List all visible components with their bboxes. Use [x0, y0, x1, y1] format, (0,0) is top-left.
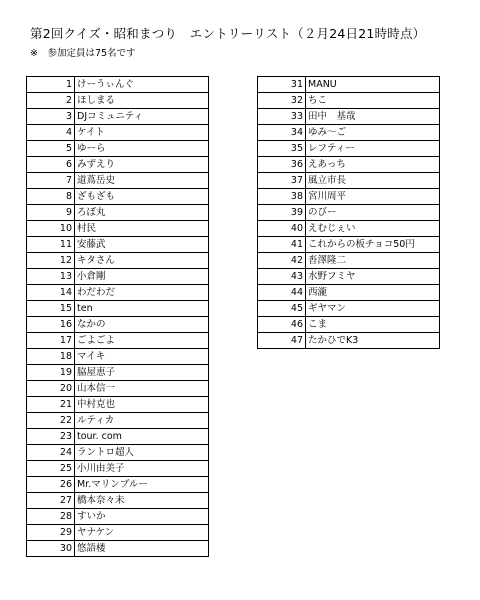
entry-number: 9: [27, 205, 75, 221]
entry-name: わだわだ: [75, 285, 209, 301]
capacity-note: ※ 参加定員は75名です: [30, 48, 136, 59]
entry-number: 39: [258, 205, 306, 221]
entry-name: ゆーら: [75, 141, 209, 157]
entry-name: 悠語楼: [75, 541, 209, 557]
table-row: [27, 157, 209, 173]
entry-name: ほしまる: [75, 93, 209, 109]
entry-name: ちこ: [306, 93, 440, 109]
table-row: [258, 125, 440, 141]
entry-name: 田中 基哉: [306, 109, 440, 125]
entry-name: 小倉剛: [75, 269, 209, 285]
entry-name: 橋本奈々未: [75, 493, 209, 509]
table-row: [27, 445, 209, 461]
table-row: [258, 333, 440, 349]
page-title: 第2回クイズ・昭和まつり エントリーリスト（２月24日21時時点）: [30, 26, 426, 41]
entry-number: 43: [258, 269, 306, 285]
table-row: [27, 93, 209, 109]
entry-name: 小川由美子: [75, 461, 209, 477]
entry-name: 風立市長: [306, 173, 440, 189]
table-row: [27, 269, 209, 285]
table-row: [258, 93, 440, 109]
entry-number: 36: [258, 157, 306, 173]
entry-number: 13: [27, 269, 75, 285]
table-row: [27, 125, 209, 141]
entry-number: 10: [27, 221, 75, 237]
table-row: [27, 461, 209, 477]
entry-number: 45: [258, 301, 306, 317]
entry-number: 37: [258, 173, 306, 189]
table-row: [27, 173, 209, 189]
table-row: [258, 237, 440, 253]
entry-number: 6: [27, 157, 75, 173]
table-row: [258, 301, 440, 317]
table-row: [27, 221, 209, 237]
entry-number: 1: [27, 77, 75, 93]
entry-number: 30: [27, 541, 75, 557]
entry-number: 20: [27, 381, 75, 397]
table-row: [27, 525, 209, 541]
entry-name: ギヤマン: [306, 301, 440, 317]
entry-name: レフティー: [306, 141, 440, 157]
entry-number: 19: [27, 365, 75, 381]
entry-name: 村民: [75, 221, 209, 237]
entry-name: 西瀧: [306, 285, 440, 301]
entry-name: 宮川周平: [306, 189, 440, 205]
table-row: [27, 509, 209, 525]
entry-name: 中村克也: [75, 397, 209, 413]
table-row: [258, 285, 440, 301]
table-row: [258, 109, 440, 125]
entry-name: ごよごよ: [75, 333, 209, 349]
entry-number: 46: [258, 317, 306, 333]
entry-number: 17: [27, 333, 75, 349]
entry-number: 32: [258, 93, 306, 109]
entry-number: 24: [27, 445, 75, 461]
entry-number: 21: [27, 397, 75, 413]
table-row: [27, 77, 209, 93]
entry-number: 26: [27, 477, 75, 493]
table-row: [27, 237, 209, 253]
entry-name: 道蔦岳史: [75, 173, 209, 189]
entry-number: 27: [27, 493, 75, 509]
entry-number: 29: [27, 525, 75, 541]
entry-name: ラントロ超人: [75, 445, 209, 461]
table-row: [27, 381, 209, 397]
table-row: [27, 541, 209, 557]
table-row: [27, 109, 209, 125]
entry-number: 3: [27, 109, 75, 125]
entry-name: tour. com: [75, 429, 209, 445]
entry-number: 15: [27, 301, 75, 317]
table-row: [27, 413, 209, 429]
entry-table-right: [257, 76, 440, 349]
entry-number: 33: [258, 109, 306, 125]
entry-number: 25: [27, 461, 75, 477]
entry-number: 38: [258, 189, 306, 205]
entry-number: 47: [258, 333, 306, 349]
entry-number: 8: [27, 189, 75, 205]
entry-name: これからの板チョコ50円: [306, 237, 440, 253]
entry-name: 安藤武: [75, 237, 209, 253]
entry-name: ヤナケン: [75, 525, 209, 541]
entry-number: 14: [27, 285, 75, 301]
entry-number: 11: [27, 237, 75, 253]
entry-number: 42: [258, 253, 306, 269]
entry-name: えむじぇい: [306, 221, 440, 237]
table-row: [27, 285, 209, 301]
table-row: [258, 205, 440, 221]
table-row: [27, 365, 209, 381]
entry-name: ten: [75, 301, 209, 317]
entry-number: 28: [27, 509, 75, 525]
table-row: [27, 397, 209, 413]
entry-name: 山本信一: [75, 381, 209, 397]
table-row: [27, 349, 209, 365]
entry-name: キタさん: [75, 253, 209, 269]
entry-number: 34: [258, 125, 306, 141]
table-row: [27, 141, 209, 157]
table-row: [258, 77, 440, 93]
entry-name: ろぼ丸: [75, 205, 209, 221]
entry-name: たかひでK3: [306, 333, 440, 349]
table-row: [258, 173, 440, 189]
table-row: [27, 301, 209, 317]
entry-name: ざもざも: [75, 189, 209, 205]
entry-name: ゆみ～ご: [306, 125, 440, 141]
entry-number: 23: [27, 429, 75, 445]
entry-number: 7: [27, 173, 75, 189]
entry-name: ケイト: [75, 125, 209, 141]
table-row: [27, 189, 209, 205]
table-row: [27, 493, 209, 509]
entry-number: 40: [258, 221, 306, 237]
entry-number: 4: [27, 125, 75, 141]
entry-name: 脇屋恵子: [75, 365, 209, 381]
entry-name: なかの: [75, 317, 209, 333]
table-row: [258, 269, 440, 285]
table-row: [258, 189, 440, 205]
entry-name: 沓澤隆二: [306, 253, 440, 269]
entry-name: MANU: [306, 77, 440, 93]
table-row: [27, 477, 209, 493]
entry-name: のびー: [306, 205, 440, 221]
entry-number: 2: [27, 93, 75, 109]
entry-name: マイキ: [75, 349, 209, 365]
entry-number: 41: [258, 237, 306, 253]
entry-name: DJコミュニティ: [75, 109, 209, 125]
table-row: [258, 141, 440, 157]
entry-number: 31: [258, 77, 306, 93]
table-row: [27, 429, 209, 445]
entry-name: 水野フミヤ: [306, 269, 440, 285]
table-row: [258, 253, 440, 269]
entry-number: 5: [27, 141, 75, 157]
table-row: [258, 317, 440, 333]
entry-name: ルティカ: [75, 413, 209, 429]
entry-name: みずえり: [75, 157, 209, 173]
entry-name: すいか: [75, 509, 209, 525]
entry-table-left: [26, 76, 209, 557]
entry-number: 44: [258, 285, 306, 301]
entry-name: けーうぃんぐ: [75, 77, 209, 93]
table-row: [27, 253, 209, 269]
entry-name: Mr.マリンブルー: [75, 477, 209, 493]
table-row: [258, 221, 440, 237]
entry-number: 18: [27, 349, 75, 365]
table-row: [27, 317, 209, 333]
entry-number: 35: [258, 141, 306, 157]
entry-number: 16: [27, 317, 75, 333]
entry-number: 12: [27, 253, 75, 269]
entry-name: えあっち: [306, 157, 440, 173]
table-row: [258, 157, 440, 173]
entry-name: こま: [306, 317, 440, 333]
entry-number: 22: [27, 413, 75, 429]
table-row: [27, 333, 209, 349]
table-row: [27, 205, 209, 221]
